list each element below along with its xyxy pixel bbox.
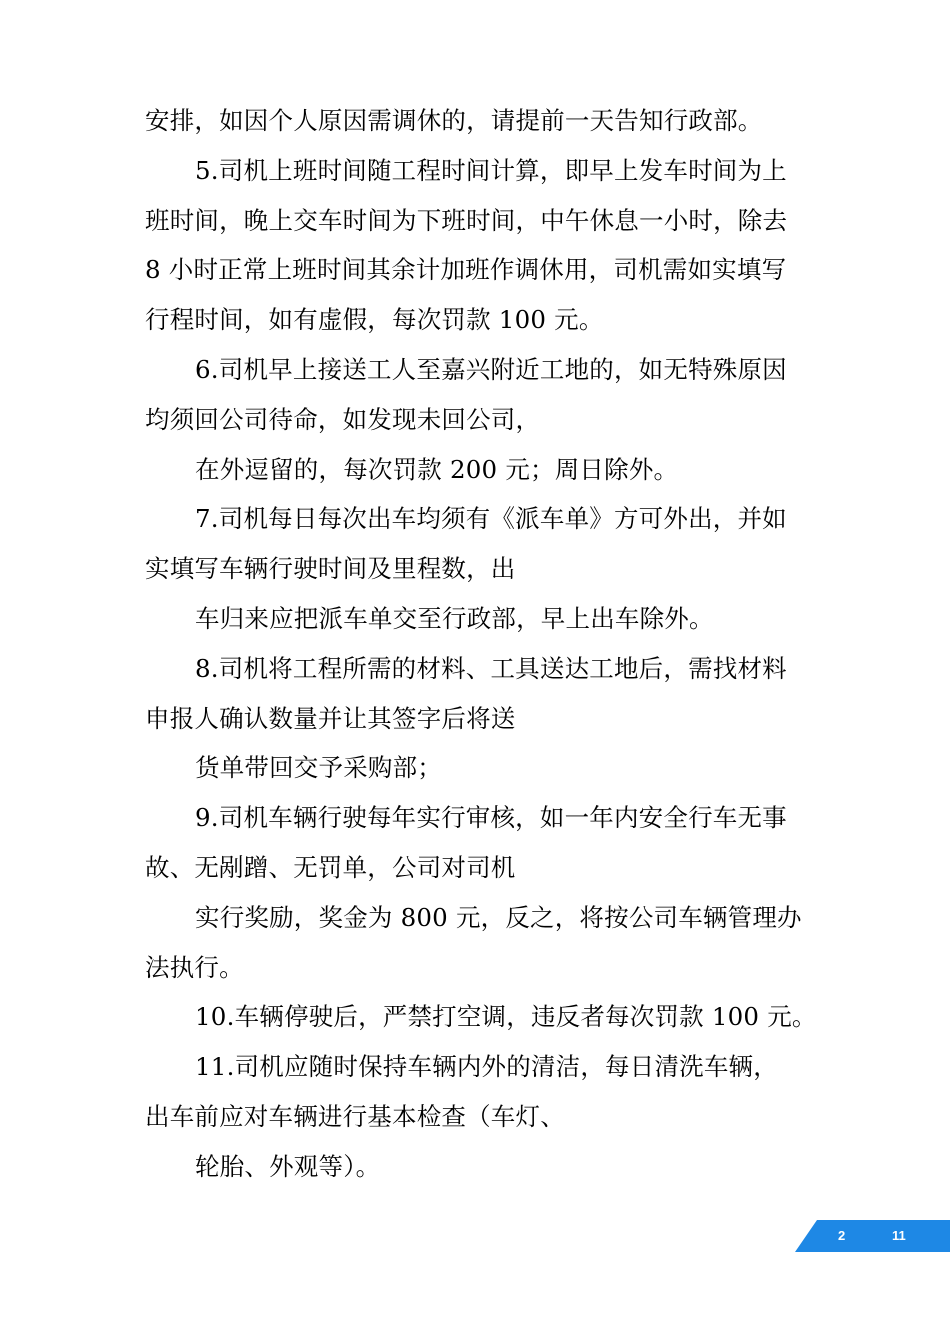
page-indicator-badge	[795, 1220, 950, 1252]
text-line: 8 小时正常上班时间其余计加班作调休用，司机需如实填写	[145, 255, 787, 285]
text-line: 货单带回交予采购部；	[195, 753, 442, 783]
text-line: 安排，如因个人原因需调休的，请提前一天告知行政部。	[145, 106, 763, 135]
text-line: 6.司机早上接送工人至嘉兴附近工地的，如无特殊原因	[195, 354, 787, 384]
page-number: 2	[838, 1228, 846, 1243]
text-line: 实行奖励，奖金为 800 元，反之，将按公司车辆管理办	[195, 902, 802, 932]
text-line: 班时间，晚上交车时间为下班时间，中午休息一小时，除去	[145, 205, 788, 235]
text-line: 7.司机每日每次出车均须有《派车单》方可外出，并如	[195, 504, 787, 534]
text-line: 11.司机应随时保持车辆内外的清洁，每日清洗车辆，	[195, 1052, 778, 1082]
text-line: 申报人确认数量并让其签字后将送	[145, 703, 516, 733]
text-line: 故、无剐蹭、无罚单，公司对司机	[145, 852, 516, 882]
text-line: 9.司机车辆行驶每年实行审核，如一年内安全行车无事	[195, 803, 787, 833]
text-line: 在外逗留的，每次罚款 200 元；周日除外。	[195, 454, 679, 484]
text-line: 均须回公司待命，如发现未回公司，	[145, 404, 541, 434]
text-line: 10.车辆停驶后，严禁打空调，违反者每次罚款 100 元。	[195, 1002, 817, 1032]
text-line: 行程时间，如有虚假，每次罚款 100 元。	[145, 305, 604, 335]
text-line: 车归来应把派车单交至行政部，早上出车除外。	[195, 603, 714, 633]
text-line: 5.司机上班时间随工程时间计算，即早上发车时间为上	[195, 155, 787, 185]
text-line: 实填写车辆行驶时间及里程数，出	[145, 554, 516, 584]
text-line: 法执行。	[145, 952, 244, 982]
total-pages: 11	[892, 1228, 906, 1243]
text-line: 出车前应对车辆进行基本检查（车灯、	[145, 1101, 565, 1131]
text-line: 轮胎、外观等）。	[195, 1151, 381, 1181]
document-body	[145, 96, 817, 1192]
text-line: 8.司机将工程所需的材料、工具送达工地后，需找材料	[195, 653, 787, 683]
